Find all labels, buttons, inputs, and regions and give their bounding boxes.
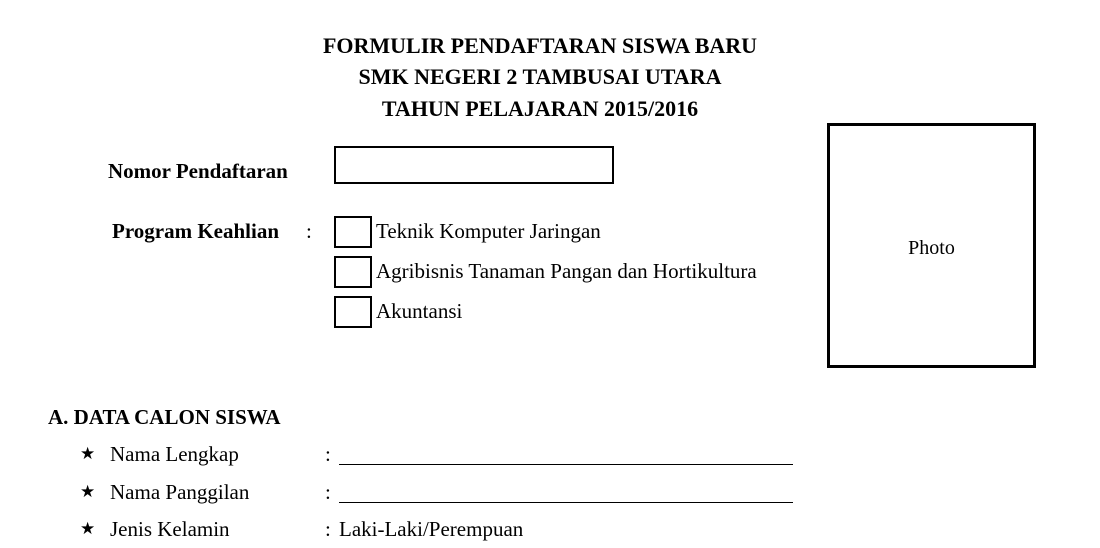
nama-panggilan-underline (339, 502, 793, 503)
star-icon: ★ (80, 444, 96, 464)
program-label: Program Keahlian (112, 219, 280, 243)
option-agribisnis: Agribisnis Tanaman Pangan dan Hortikultura (376, 259, 757, 283)
option-akuntansi: Akuntansi (376, 299, 463, 323)
nama-lengkap-underline (339, 464, 793, 465)
photo-label: Photo (908, 237, 955, 259)
star-icon: ★ (80, 482, 96, 502)
academic-year: TAHUN PELAJARAN 2015/2016 (381, 96, 699, 121)
checkbox-agribisnis[interactable] (334, 256, 372, 288)
registration-number-label: Nomor Pendaftaran (108, 159, 288, 183)
checkbox-teknik-komputer-jaringan[interactable] (334, 216, 372, 248)
field-nama-lengkap (80, 442, 800, 468)
school-name: SMK NEGERI 2 TAMBUSAI UTARA (358, 64, 722, 89)
field-nama-panggilan (80, 480, 800, 506)
nama-lengkap-label: Nama Lengkap (110, 442, 239, 466)
nama-panggilan-label: Nama Panggilan (110, 480, 250, 504)
star-icon: ★ (80, 519, 96, 539)
section-a-heading: A. DATA CALON SISWA (48, 405, 281, 429)
jenis-kelamin-value: Laki-Laki/Perempuan (339, 517, 524, 541)
jenis-kelamin-label: Jenis Kelamin (110, 517, 230, 541)
nama-lengkap-colon: : (325, 442, 331, 466)
field-jenis-kelamin (80, 517, 800, 543)
option-teknik-komputer-jaringan: Teknik Komputer Jaringan (376, 219, 601, 243)
jenis-kelamin-colon: : (325, 517, 331, 541)
form-title: FORMULIR PENDAFTARAN SISWA BARU (322, 33, 758, 58)
photo-box[interactable] (827, 123, 1036, 368)
registration-number-field[interactable] (334, 146, 614, 184)
nama-panggilan-colon: : (325, 480, 331, 504)
program-colon: : (306, 219, 312, 243)
checkbox-akuntansi[interactable] (334, 296, 372, 328)
